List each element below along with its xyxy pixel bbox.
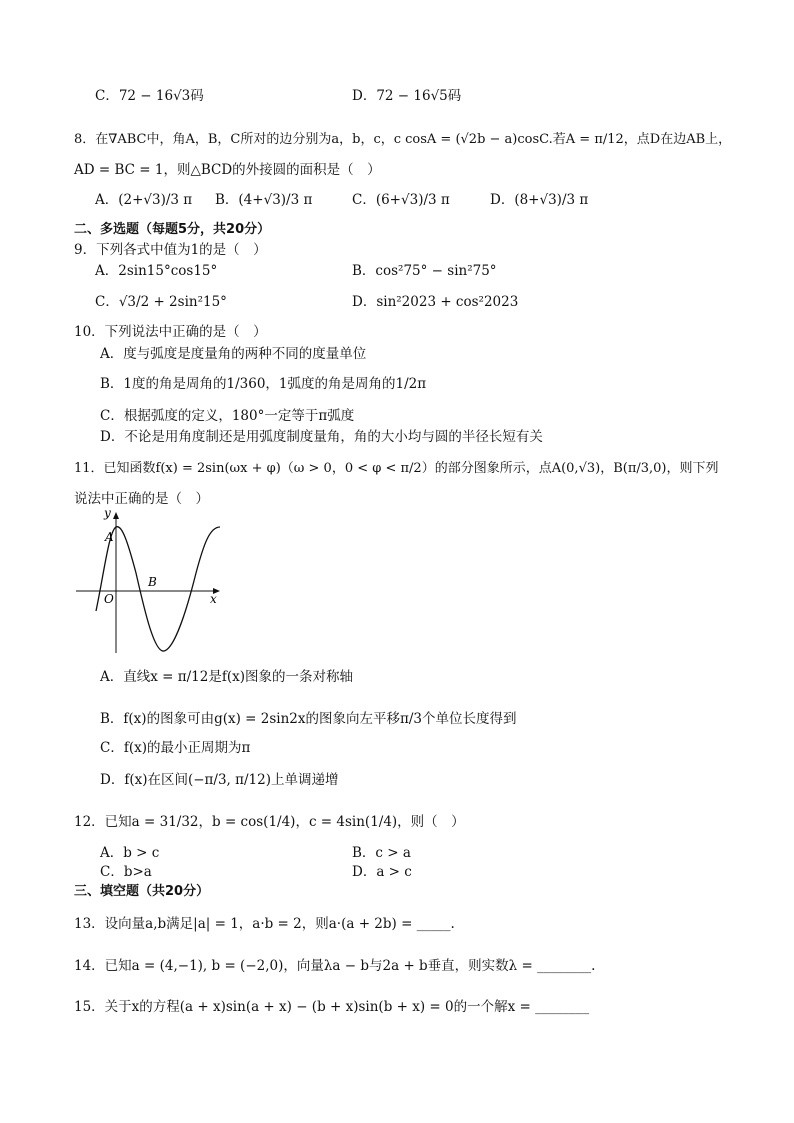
origin-label: O (104, 592, 114, 606)
section-3-title: 三、填空题（共20分） (74, 884, 210, 899)
q8-option-a: A．(2+√3)/3 π (95, 192, 193, 208)
q11-option-d: D．f(x)在区间(−π/3, π/12)上单调递增 (100, 772, 339, 788)
point-a-label: A (105, 530, 114, 544)
q9-option-d: D．sin²2023 + cos²2023 (352, 294, 519, 310)
point-b-label: B (148, 575, 157, 589)
q11-option-c: C．f(x)的最小正周期为π (100, 740, 251, 756)
q11-function-graph (74, 503, 224, 663)
q12-stem: 12．已知a = 31/32，b = cos(1/4)，c = 4sin(1/4)，则（ ） (74, 814, 465, 830)
q9-option-a: A．2sin15°cos15° (95, 263, 218, 279)
q8-stem-line2: AD = BC = 1，则△BCD的外接圆的面积是（ ） (74, 162, 381, 178)
sine-curve (96, 527, 220, 651)
q12-option-d: D．a > c (352, 864, 412, 880)
q12-option-a: A．b > c (100, 845, 160, 861)
q15-stem: 15．关于x的方程(a + x)sin(a + x) − (b + x)sin(b + x) = 0的一个解x = ________ (74, 999, 590, 1015)
q9-option-b: B．cos²75° − sin²75° (352, 263, 497, 279)
q9-stem: 9．下列各式中值为1的是（ ） (74, 242, 267, 258)
q13-stem: 13．设向量a,b满足|a| = 1，a·b = 2，则a·(a + 2b) = _____. (74, 916, 455, 932)
q11-option-b: B．f(x)的图象可由g(x) = 2sin2x的图象向左平移π/3个单位长度得到 (100, 711, 517, 727)
q10-option-c: C．根据弧度的定义，180°一定等于π弧度 (100, 408, 355, 424)
q10-option-d: D．不论是用角度制还是用弧度制度量角，角的大小均与圆的半径长短有关 (100, 429, 543, 445)
q8-option-b: B．(4+√3)/3 π (215, 192, 313, 208)
q10-option-b: B．1度的角是周角的1/360，1弧度的角是周角的1/2π (100, 376, 427, 392)
q12-option-b: B．c > a (352, 845, 411, 861)
q8-option-d: D．(8+√3)/3 π (490, 192, 589, 208)
y-axis-label: y (104, 506, 111, 520)
q11-stem-line1: 11．已知函数f(x) = 2sin(ωx + φ)（ω > 0，0 < φ < π/2）的部分图象所示，点A(0,√3)，B(π/3,0)，则下列 (74, 461, 719, 476)
q11-stem-line2: 说法中正确的是（ ） (74, 491, 209, 507)
section-2-title: 二、多选题（每题5分，共20分） (74, 222, 271, 237)
y-axis-arrow-icon (113, 512, 119, 519)
q8-stem-line1: 8．在∇ABC中，角A，B，C所对的边分别为a，b，c，c cosA = (√2b − a)cosC.若A = π/12，点D在边AB上， (74, 132, 732, 147)
q7-option-c: C．72 − 16√3码 (95, 88, 204, 104)
q10-stem: 10．下列说法中正确的是（ ） (74, 324, 267, 340)
x-axis-label: x (210, 592, 217, 606)
q9-option-c: C．√3/2 + 2sin²15° (95, 294, 227, 310)
q14-stem: 14．已知a = (4,−1), b = (−2,0)，向量λa − b与2a + b垂直，则实数λ = ________. (74, 958, 596, 974)
q11-option-a: A．直线x = π/12是f(x)图象的一条对称轴 (100, 669, 353, 685)
q8-option-c: C．(6+√3)/3 π (352, 192, 450, 208)
q7-option-d: D．72 − 16√5码 (352, 88, 462, 104)
q10-option-a: A．度与弧度是度量角的两种不同的度量单位 (100, 346, 367, 362)
q12-option-c: C．b>a (100, 864, 152, 880)
